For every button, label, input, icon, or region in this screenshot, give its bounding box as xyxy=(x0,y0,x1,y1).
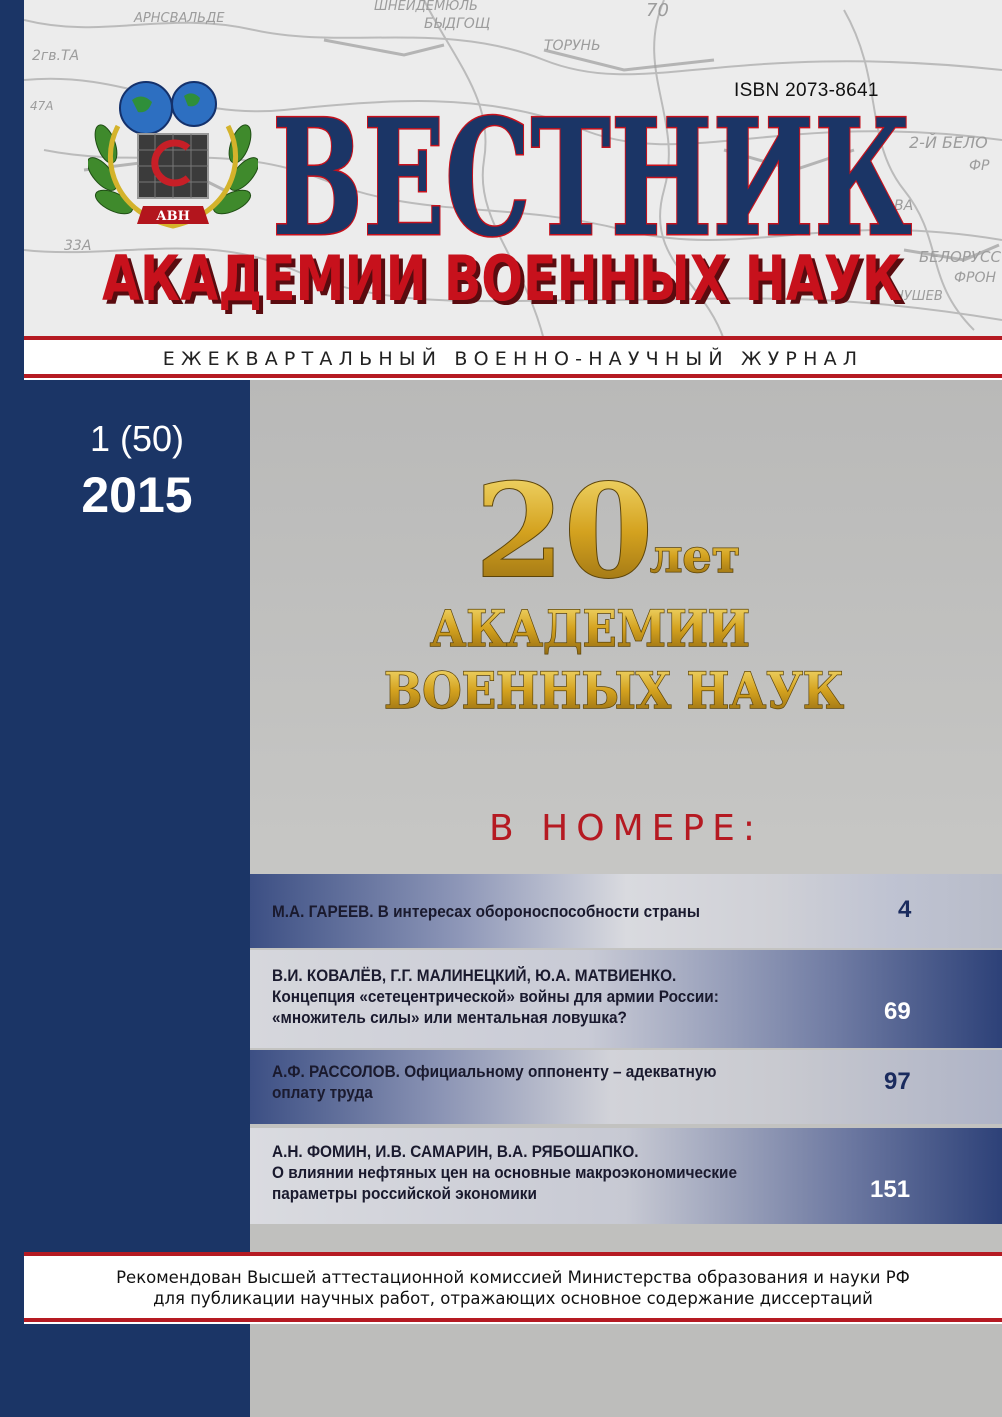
left-edge-bar xyxy=(0,0,24,1417)
anniversary-line-2: ВОЕННЫХ НАУК xyxy=(384,661,844,720)
footer-rule-top xyxy=(24,1252,1002,1256)
grey-bottom-block xyxy=(250,1324,1002,1417)
map-label: 70 xyxy=(646,0,669,21)
subtitle-shadow: АКАДЕМИИ ВОЕННЫХ НАУК xyxy=(106,246,906,314)
toc-item-text: М.А. ГАРЕЕВ. В интересах обороноспособности страны xyxy=(272,903,700,921)
map-label: 2гв.ТА xyxy=(32,48,80,64)
contents-heading: В НОМЕРЕ: xyxy=(489,808,763,849)
issue-year: 2015 xyxy=(81,467,193,523)
map-label: 2-Й БЕЛО xyxy=(909,133,988,152)
journal-subtitle xyxy=(84,234,924,314)
title-text: ВЕСТНИК xyxy=(272,84,912,262)
footer-line-2: для публикации научных работ, отражающих основное содержание диссертаций xyxy=(153,1289,873,1309)
anniversary-number: 20 xyxy=(474,460,654,607)
anniversary-emblem xyxy=(360,460,880,730)
map-label: ТОРУНЬ xyxy=(544,38,601,54)
map-label: АРНСВАЛЬДЕ xyxy=(134,11,225,26)
academy-emblem-logo xyxy=(88,74,258,234)
toc-item-page: 69 xyxy=(884,998,911,1025)
toc-item[interactable] xyxy=(250,874,1002,948)
map-label: ФР xyxy=(969,158,990,174)
map-label: НУШЕВ xyxy=(894,289,943,304)
map-label: ВА xyxy=(894,198,914,214)
toc-item[interactable] xyxy=(250,1128,1002,1224)
anniversary-years-word: лет xyxy=(650,529,741,583)
toc-item-page: 151 xyxy=(870,1176,911,1203)
map-label: 33А xyxy=(64,238,92,254)
subtitle-text: АКАДЕМИИ ВОЕННЫХ НАУК xyxy=(102,242,902,314)
cover-header xyxy=(24,0,1002,340)
logo-text: АВН xyxy=(156,209,190,224)
toc-item-page: 97 xyxy=(884,1068,911,1095)
toc-item-text: А.Н. ФОМИН, И.В. САМАРИН, В.А. РЯБОШАПКО. О влиянии нефтяных цен на основные макроэкономические параметры российской экономики xyxy=(272,1143,738,1203)
toc-item[interactable] xyxy=(250,950,1002,1048)
footer-line-1: Рекомендован Высшей аттестационной комиссией Министерства образования и науки РФ xyxy=(116,1268,910,1288)
anniversary-line-1: АКАДЕМИИ xyxy=(430,599,750,658)
issue-number: 1 (50) xyxy=(89,418,185,459)
map-label: ШНЕЙДЕМЮЛЬ xyxy=(374,0,478,14)
map-label: БЫДГОЩ xyxy=(424,16,491,32)
map-label: 47А xyxy=(30,99,54,113)
footer-text xyxy=(39,1268,988,1310)
map-label: БЕЛОРУСС xyxy=(919,248,1001,266)
header-rule-top xyxy=(24,336,1002,340)
toc-item[interactable] xyxy=(250,1050,1002,1124)
toc-item-text: В.И. КОВАЛЁВ, Г.Г. МАЛИНЕЦКИЙ, Ю.А. МАТВИЕНКО. Концепция «сетецентрической» войны для армии России: «множитель силы» или ментальная ловушка? xyxy=(272,967,719,1027)
journal-type-label: ЕЖЕКВАРТАЛЬНЫЙ ВОЕННО-НАУЧНЫЙ ЖУРНАЛ xyxy=(162,348,864,370)
footer-rule-bottom xyxy=(24,1318,1002,1322)
toc-item-text: А.Ф. РАССОЛОВ. Официальному оппоненту – адекватную оплату труда xyxy=(272,1063,717,1102)
map-label: ФРОН xyxy=(954,270,997,286)
isbn: ISBN 2073-8641 xyxy=(734,80,879,101)
navy-bottom-block xyxy=(24,1324,250,1417)
header-rule-bottom xyxy=(24,374,1002,378)
toc-item-page: 4 xyxy=(898,896,912,923)
